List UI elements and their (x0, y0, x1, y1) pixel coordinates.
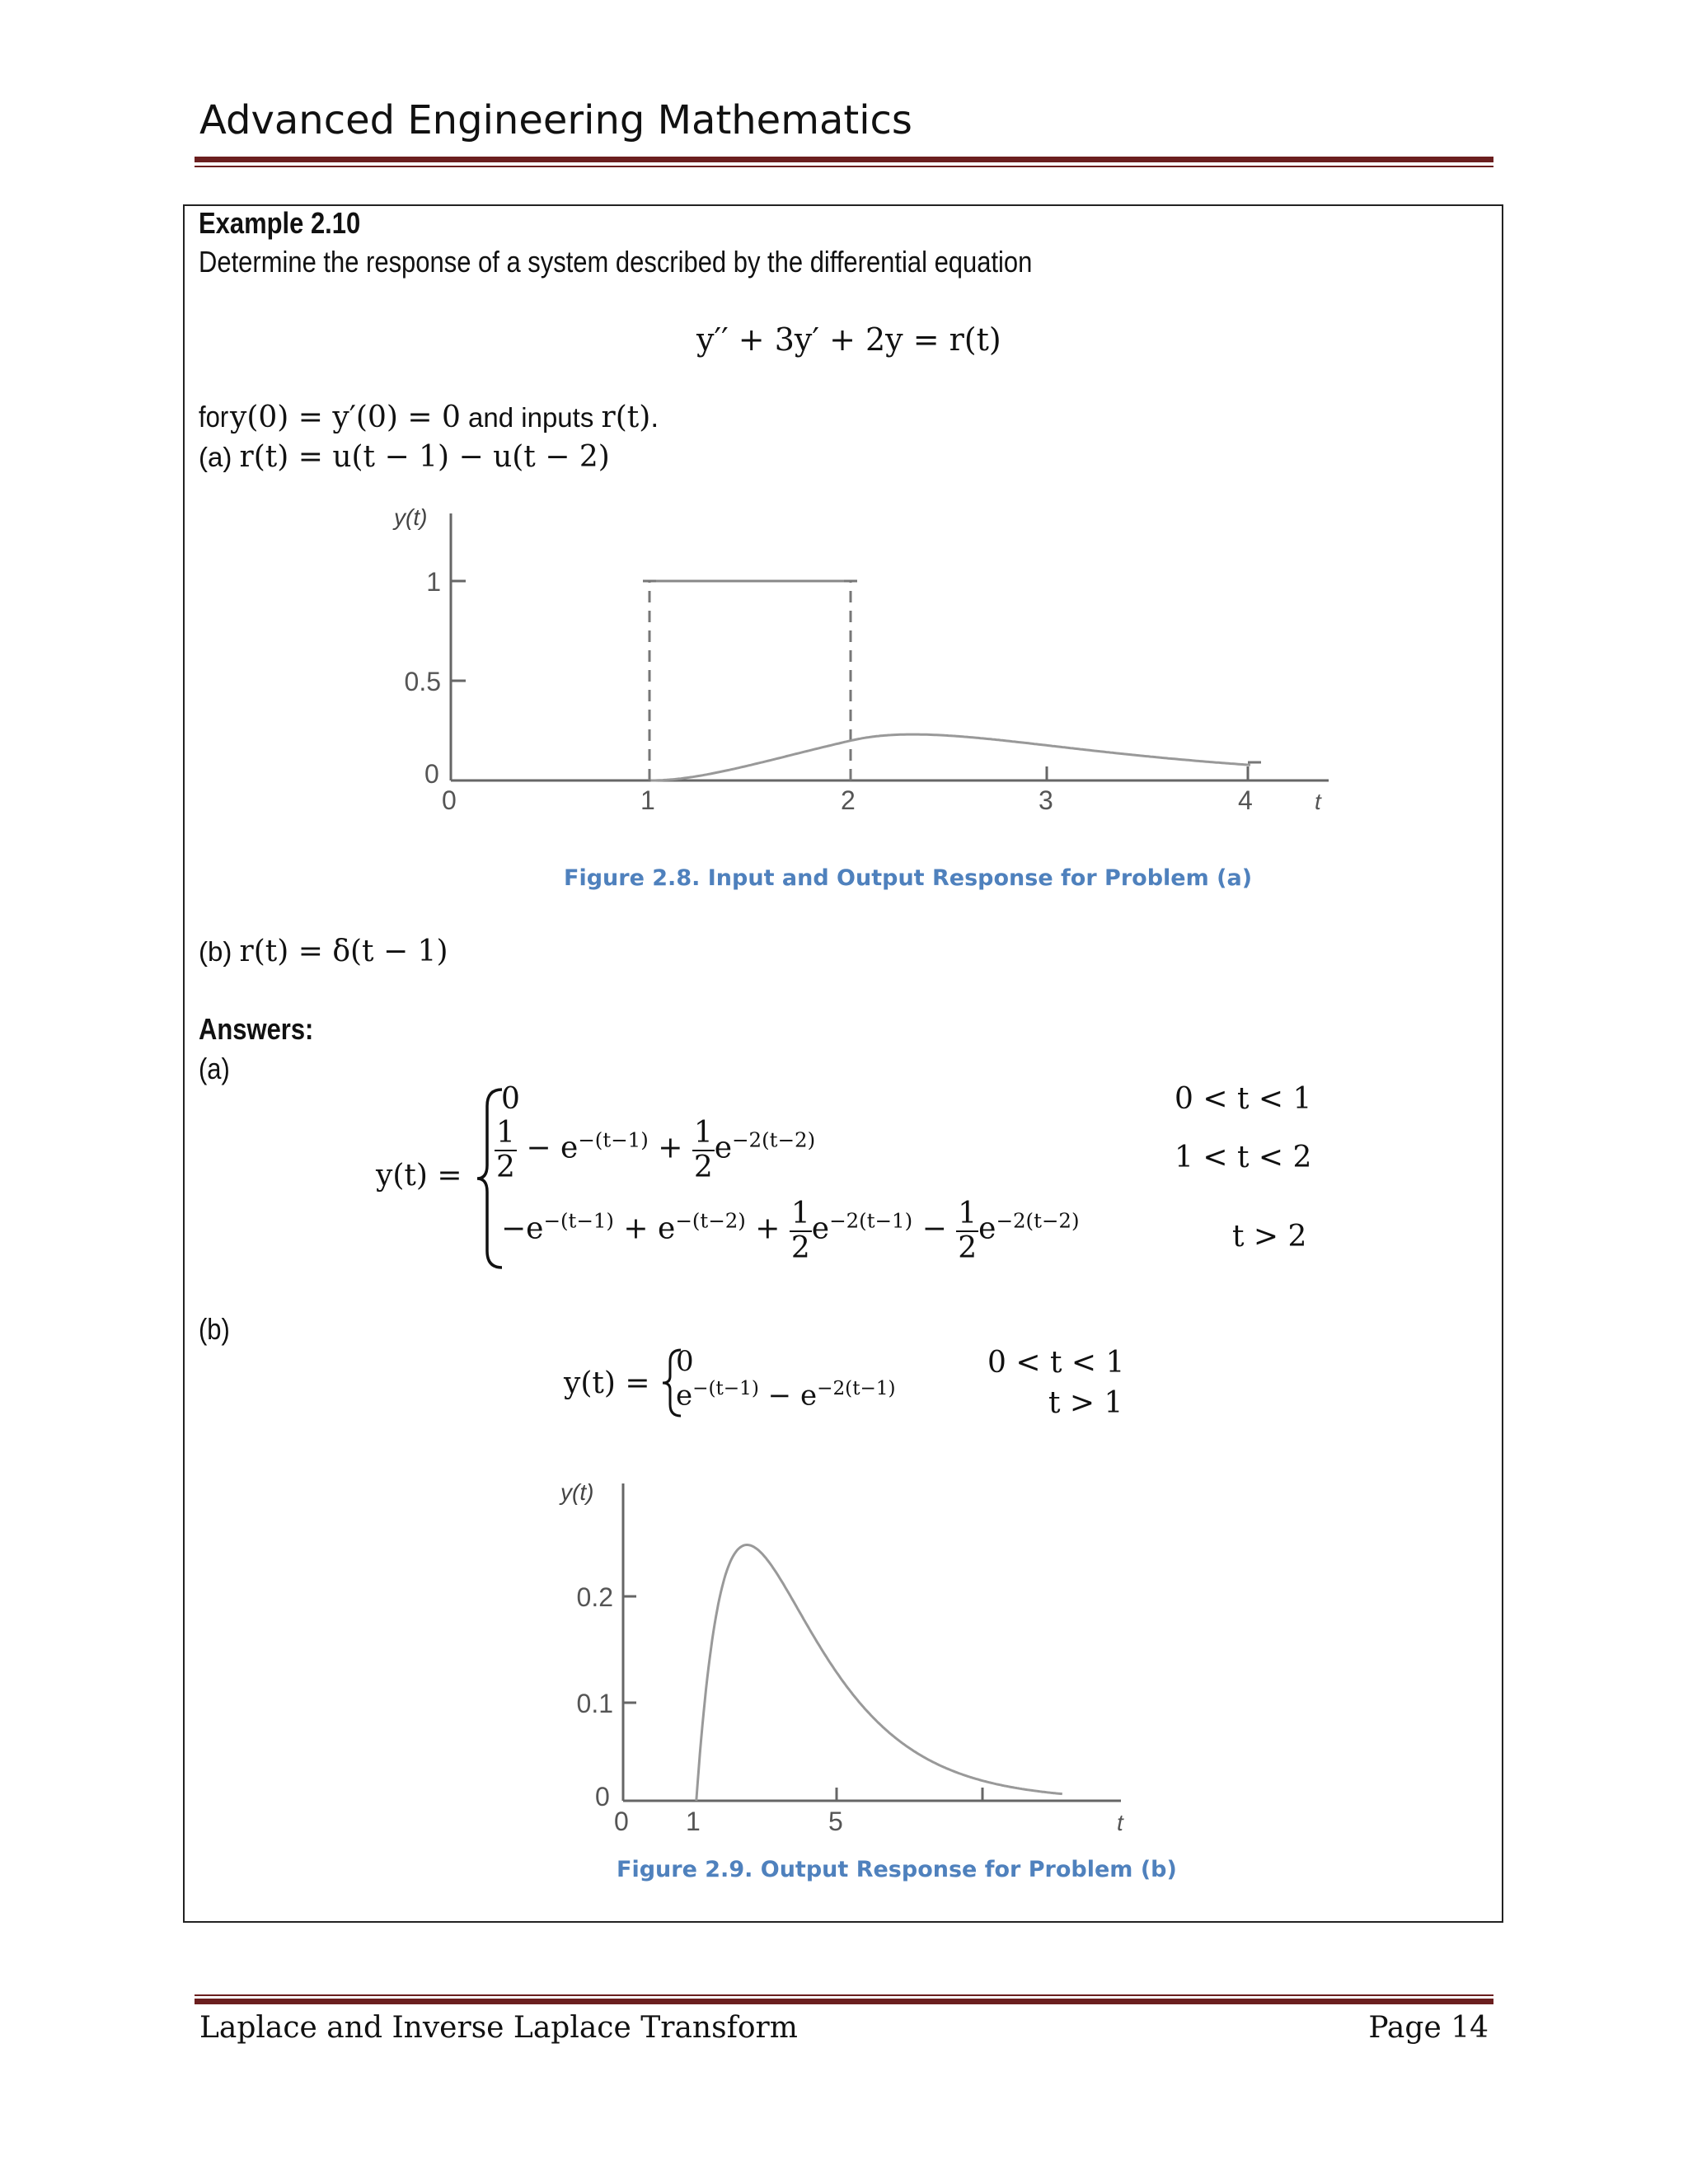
answer-b-cond2: t > 1 (1048, 1386, 1123, 1420)
differential-equation: y′′ + 3y′ + 2y = r(t) (696, 321, 1001, 358)
figure-a-ytick-05: 0.5 (404, 667, 441, 696)
answer-b-case2-exp2: −2(t−1) (817, 1378, 896, 1399)
initial-conditions-line (199, 400, 659, 434)
answer-a-cond2: 1 < t < 2 (1175, 1141, 1312, 1174)
footer-rule-thin (195, 1994, 1493, 1996)
figure-a-caption: Figure 2.8. Input and Output Response for Problem (a) (564, 865, 1253, 891)
figure-b-xtick-0: 0 (614, 1807, 629, 1836)
footer-chapter: Laplace and Inverse Laplace Transform (199, 2011, 798, 2045)
figure-a-y-label: y(t) (394, 504, 428, 530)
answer-a-label: (a) (199, 1052, 230, 1085)
figure-b-caption: Figure 2.9. Output Response for Problem (b) (617, 1857, 1177, 1882)
figure-b-xtick-3: 5 (828, 1807, 843, 1836)
answer-b-lhs: y(t) = (564, 1366, 650, 1400)
figure-a-ytick-1: 1 (426, 567, 441, 597)
footer-rule-thick (195, 1999, 1493, 2004)
figure-b-xtick-1: 1 (686, 1807, 701, 1836)
answer-b-case2-base: e (676, 1379, 693, 1413)
figure-b-y-label: y(t) (560, 1479, 594, 1505)
example-intro: Determine the response of a system described by the differential equation (199, 245, 1033, 279)
figure-a-plot (363, 499, 1352, 828)
cond-end: . (650, 400, 659, 434)
figure-b-x-label: t (1117, 1810, 1123, 1835)
figure-b-ytick-01: 0.1 (576, 1689, 613, 1718)
figure-b-plot (544, 1471, 1154, 1842)
figure-b-ytick-0: 0 (595, 1782, 610, 1811)
figure-b-ytick-02: 0.2 (576, 1582, 613, 1612)
cond-mid: and inputs (460, 402, 602, 433)
cond-math: y(0) = y′(0) = 0 (230, 401, 461, 434)
part-a-line (199, 439, 610, 474)
answer-a-case3: $-e^{-(t-1)} + e^{-(t-2)}$ + $\frac{1}{2}$ $e^{-2(t-1)}$ − $\frac{1}{2}$ $e^{-2(t-2)}$ (501, 1197, 1080, 1265)
figure-a-xtick-2: 2 (841, 785, 856, 815)
footer-page-number: Page 14 (1368, 2011, 1489, 2045)
header-rule-thin (195, 166, 1493, 167)
figure-a-xtick-3: 3 (1039, 785, 1053, 815)
answers-heading: Answers: (199, 1012, 314, 1046)
figure-a-x-label: t (1315, 789, 1321, 814)
answer-a-case1: 0 (501, 1082, 520, 1116)
part-a-input: r(t) = u(t − 1) − u(t − 2) (239, 440, 610, 474)
cond-r: r(t) (601, 401, 651, 434)
answer-a-lhs: y(t) = (376, 1159, 462, 1193)
answer-b-label: (b) (199, 1312, 230, 1346)
cond-prefix: for (199, 400, 229, 434)
figure-a-xtick-0: 0 (442, 785, 457, 815)
header-title: Advanced Engineering Mathematics (199, 97, 912, 143)
part-b-label: (b) (199, 936, 240, 967)
figure-a-xtick-1: 1 (640, 785, 655, 815)
answer-b-case1: 0 (676, 1345, 694, 1378)
figure-a-ytick-0: 0 (424, 759, 439, 789)
answer-b-case2 (676, 1378, 896, 1412)
figure-a-xtick-4: 4 (1238, 785, 1253, 815)
figure-a-output-curve (651, 734, 1251, 780)
answer-b-cond1: 0 < t < 1 (987, 1346, 1125, 1380)
example-heading: Example 2.10 (199, 206, 361, 240)
header-rule-thick (195, 157, 1493, 162)
answer-a-cond1: 0 < t < 1 (1175, 1082, 1312, 1116)
part-b-input: r(t) = δ(t − 1) (239, 935, 448, 968)
part-b-line (199, 934, 448, 968)
part-a-label: (a) (199, 442, 240, 472)
answer-a-cond3: t > 2 (1232, 1220, 1307, 1254)
answer-b-case2-mid: − e (758, 1379, 818, 1413)
figure-a-input-pulse-edges (649, 581, 851, 780)
answer-a-case2: $\frac{1}{2}$ − $e^{-(t-1)}$ + $\frac{1}{2}$ $e^{-2(t-2)}$ (496, 1116, 816, 1184)
answer-b-case2-exp1: −(t−1) (692, 1378, 759, 1399)
figure-b-output-curve (696, 1545, 1062, 1802)
